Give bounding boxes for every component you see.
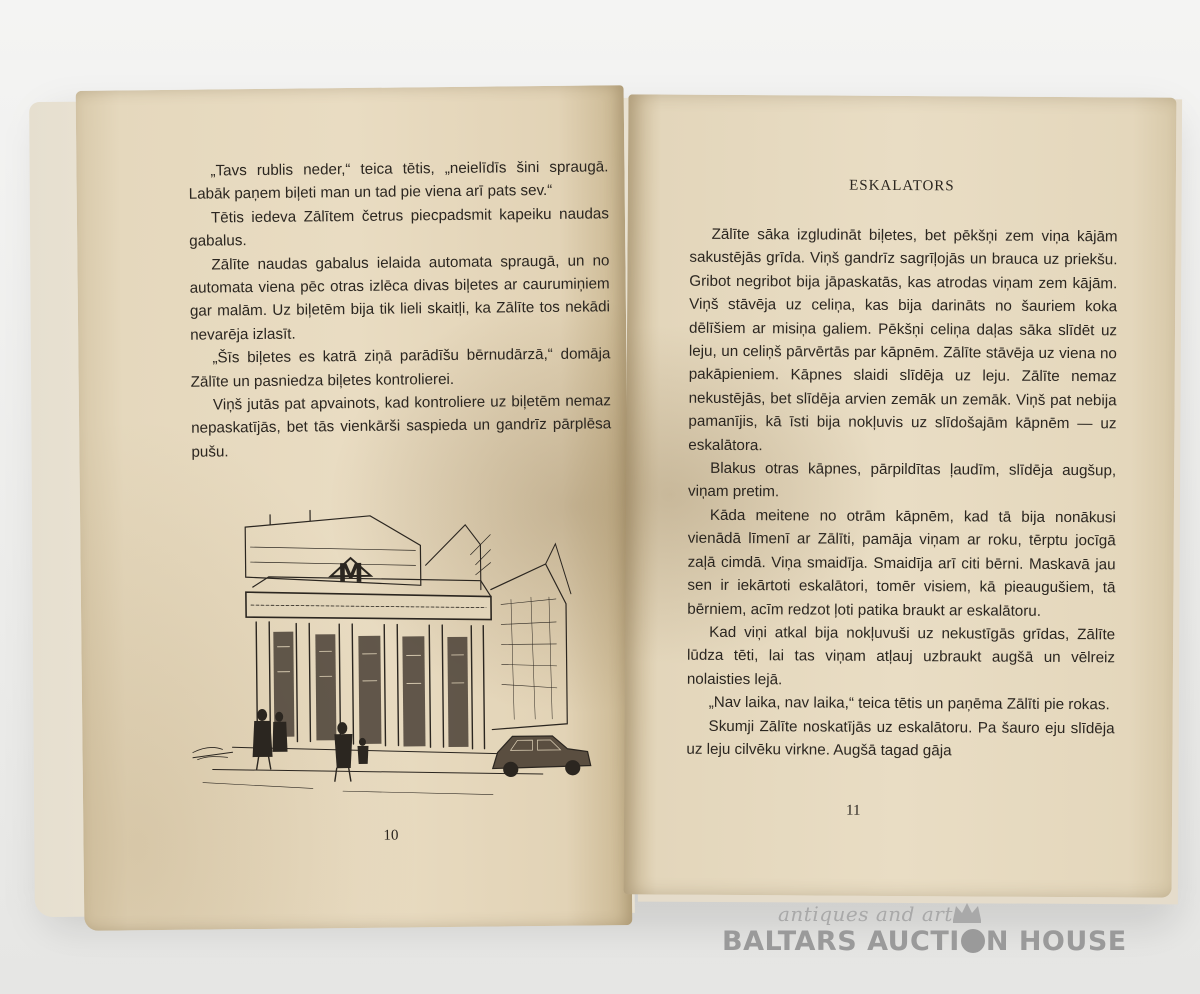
crown-icon — [950, 900, 984, 924]
right-paragraph: Kāda meitene no otrām kāpnēm, kad tā bija nonākusi vienādā līmenī ar Zālīti, pamāja viņam ar roku, tērptu jocīgā zaļā cimdā. Viņa smaidīja. Smaidīja arī citi bērni. Maskavā jau sen ir iekārtoti eskalātori, tomēr visiem, kā pieaugušiem, tā bērniem, acīm redzot ļoti patika braukt ar eskalātoru. — [687, 506, 1116, 620]
right-paragraph: Zālīte sāka izgludināt biļetes, bet pēkšņi zem viņa kājām sakustējās grīda. Viņš gandrīz sagrīļojās un brauca uz priekšu. Gribot negribot bija jāpaskatās, kas atrodas viņam zem kājām. Viņš stāvēja uz celiņa, kas bija darināts no šauriem koka dēlīšiem ar misiņa galiem. Pēkšņi celiņa daļas sāka slīdēt uz leju, un celiņš pārvērtās par kāpnēm. Zālīte stāvēja uz viena no pakāpieniem. Kāpnes slaidi slīdēja uz leju. Zālīte nemaz nekustējās, bet slīdēja arvien zemāk un zemāk. Viņš pat nebija pamanījis, kā īsti bija nokļuvis uz slīdošajām kāpnēm — uz eskalātora. — [688, 225, 1118, 454]
right-page-text — [686, 223, 1117, 764]
watermark-name — [722, 926, 1127, 957]
watermark-name-part2: N HOUSE — [985, 926, 1127, 957]
right-paragraph: Kad viņi atkal bija nokļuvuši uz nekustīgās grīdas, Zālīte lūdza tēti, lai tas viņam atļauj uzbraukt augšā un vēlreiz nolaisties lejā. — [686, 623, 1116, 689]
watermark-name-part1: BALTARS AUCTI — [722, 926, 960, 957]
page-number-left: 10 — [383, 827, 399, 844]
left-page — [76, 85, 633, 931]
left-paragraph: Viņš jutās pat apvainots, kad kontroliere uz biļetēm nemaz nepaskatījās, bet tās vienkārši saspieda un gandrīz pārplēsa pušu. — [191, 392, 612, 461]
left-paragraph: „Tavs rublis neder,“ teica tētis, „neielīdīs šini spraugā. Labāk paņem biļeti man un tad pie viena arī pats sev.“ — [188, 158, 609, 204]
right-paragraph: „Nav laika, nav laika,“ teica tētis un paņēma Zālīti pie rokas. — [708, 693, 1110, 714]
metro-m-sign — [331, 558, 371, 589]
left-paragraph: Zālīte naudas gabalus ielaida automata spraugā, un no automata viena pēc otras izlēca divas biļetes ar caurumiņiem gar malām. Uz biļetēm bija tik lieli skaitļi, ka Zālīte tos nekādi nevarēja izlasīt. — [189, 251, 611, 344]
left-page-text — [188, 155, 611, 464]
right-paragraph: Skumji Zālīte noskatījās uz eskalātoru. Pa šauro eju slīdēja uz leju cilvēku virkne. Augšā tagad gāja — [686, 717, 1115, 760]
watermark-tagline: antiques and art — [778, 902, 953, 926]
chapter-heading: ESKALATORS — [849, 177, 955, 195]
metro-station-illustration — [190, 503, 603, 807]
left-paragraph: „Šīs biļetes es katrā ziņā parādīšu bērnudārzā,“ domāja Zālīte un pasniedza biļetes kontrolierei. — [190, 345, 611, 391]
watermark-circle-icon — [961, 929, 985, 953]
page-number-right: 11 — [846, 802, 861, 819]
right-page — [624, 94, 1177, 897]
auction-house-watermark — [722, 900, 1142, 980]
right-paragraph: Blakus otras kāpnes, pārpildītas ļaudīm, slīdēja augšup, viņam pretim. — [687, 459, 1117, 501]
left-paragraph: Tētis iedeva Zālītem četrus piecpadsmit kapeiku naudas gabalus. — [189, 205, 610, 250]
svg-text:M: M — [337, 558, 364, 590]
